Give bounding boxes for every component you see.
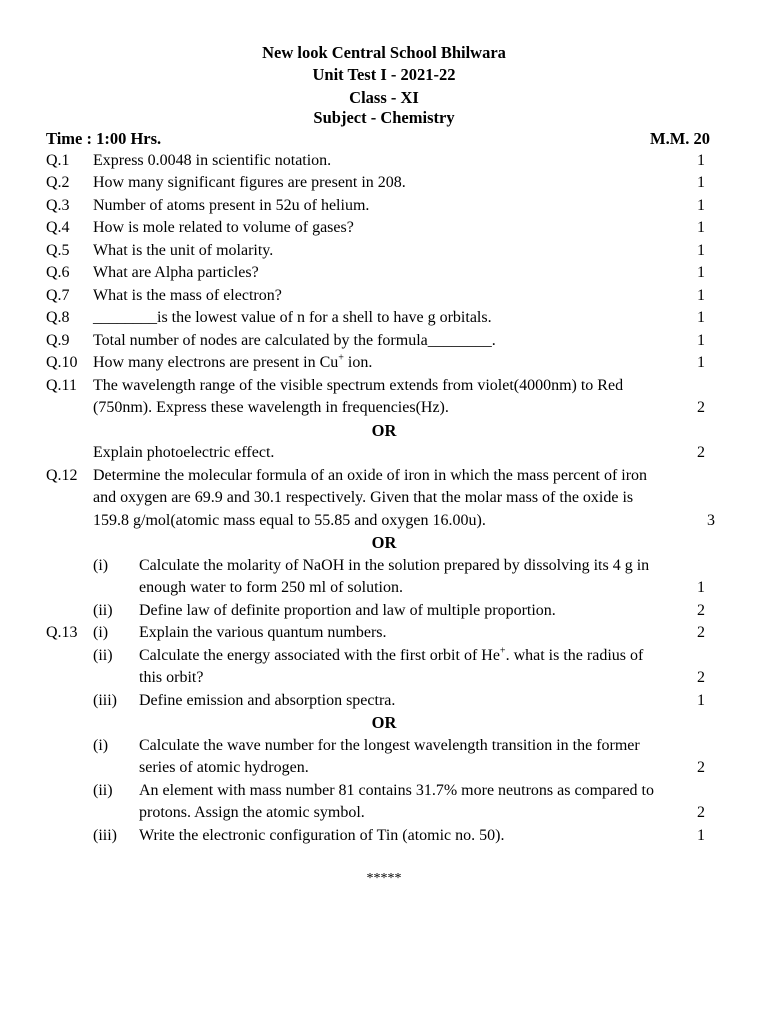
sub-question-marks: 2: [697, 602, 705, 619]
question-text: What are Alpha particles?: [93, 264, 259, 281]
or-divider: OR: [371, 713, 397, 732]
question-number: Q.5: [46, 242, 70, 259]
question-number: Q.7: [46, 287, 70, 304]
sub-question-text: Explain the various quantum numbers.: [139, 624, 387, 641]
sub-question-text-line2: enough water to form 250 ml of solution.: [139, 579, 403, 596]
question-marks: 1: [697, 309, 705, 326]
question-text: How many electrons are present in Cu+ ion.: [93, 352, 373, 371]
question-marks: 1: [697, 332, 705, 349]
question-text: What is the unit of molarity.: [93, 242, 274, 259]
question-marks: 1: [697, 152, 705, 169]
question-number: Q.11: [46, 377, 77, 394]
question-text-line3: 159.8 g/mol(atomic mass equal to 55.85 and oxygen 16.00u).: [93, 512, 486, 529]
question-marks: 1: [697, 287, 705, 304]
sub-question-label: (iii): [93, 827, 117, 844]
sub-question-marks: 2: [697, 759, 705, 776]
or-divider: OR: [371, 421, 397, 440]
sub-question-text-line1: Calculate the molarity of NaOH in the solution prepared by dissolving its 4 g in: [139, 557, 650, 574]
question-text-line1: Determine the molecular formula of an oxide of iron in which the mass percent of iron: [93, 467, 648, 484]
sub-question-marks: 2: [697, 804, 705, 821]
question-marks: 3: [707, 512, 715, 529]
sub-question-marks: 2: [697, 669, 705, 686]
question-number: Q.12: [46, 467, 78, 484]
question-number: Q.1: [46, 152, 70, 169]
end-of-paper-mark: *****: [366, 871, 402, 886]
sub-question-text-line2: this orbit?: [139, 669, 204, 686]
question-text: Express 0.0048 in scientific notation.: [93, 152, 332, 169]
question-text-line1: The wavelength range of the visible spectrum extends from violet(4000nm) to Red: [93, 377, 624, 394]
question-text: Total number of nodes are calculated by the formula________.: [93, 332, 496, 349]
question-marks: 1: [697, 174, 705, 191]
question-number: Q.4: [46, 219, 70, 236]
sub-question-text-line1: Calculate the wave number for the longest wavelength transition in the former: [139, 737, 640, 754]
question-text: What is the mass of electron?: [93, 287, 282, 304]
or-divider: OR: [371, 533, 397, 552]
sub-question-label: (i): [93, 737, 109, 754]
sub-question-text-line2: series of atomic hydrogen.: [139, 759, 309, 776]
class-title: Class - XI: [349, 88, 419, 107]
question-number: Q.6: [46, 264, 70, 281]
alternative-question-text: Explain photoelectric effect.: [93, 444, 275, 461]
question-marks: 1: [697, 242, 705, 259]
max-marks-label: M.M. 20: [650, 129, 711, 148]
question-marks: 1: [697, 219, 705, 236]
question-number: Q.10: [46, 354, 78, 371]
test-title: Unit Test I - 2021-22: [312, 65, 456, 84]
sub-question-marks: 2: [697, 624, 705, 641]
question-number: Q.13: [46, 624, 78, 641]
sub-question-label: (ii): [93, 782, 113, 799]
sub-question-text-line1: Calculate the energy associated with the first orbit of He+. what is the radius of: [139, 645, 644, 664]
sub-question-label: (i): [93, 624, 109, 641]
question-text-line2: (750nm). Express these wavelength in frequencies(Hz).: [93, 399, 449, 416]
question-number: Q.8: [46, 309, 70, 326]
question-number: Q.9: [46, 332, 70, 349]
question-marks: 2: [697, 399, 705, 416]
sub-question-text: Define law of definite proportion and law of multiple proportion.: [139, 602, 556, 619]
question-text: ________is the lowest value of n for a shell to have g orbitals.: [93, 309, 492, 326]
sub-question-marks: 1: [697, 827, 705, 844]
question-number: Q.3: [46, 197, 70, 214]
sub-question-label: (ii): [93, 602, 113, 619]
sub-question-label: (i): [93, 557, 109, 574]
question-number: Q.2: [46, 174, 70, 191]
question-marks: 1: [697, 264, 705, 281]
question-text: Number of atoms present in 52u of helium.: [93, 197, 370, 214]
question-text-line2: and oxygen are 69.9 and 30.1 respectively. Given that the molar mass of the oxide is: [93, 489, 634, 506]
sub-question-text-line2: protons. Assign the atomic symbol.: [139, 804, 365, 821]
sub-question-text-line1: An element with mass number 81 contains 31.7% more neutrons as compared to: [139, 782, 654, 799]
sub-question-text: Write the electronic configuration of Tin (atomic no. 50).: [139, 827, 505, 844]
sub-question-text: Define emission and absorption spectra.: [139, 692, 396, 709]
school-name: New look Central School Bhilwara: [262, 43, 506, 62]
sub-question-marks: 1: [697, 579, 705, 596]
question-marks: 1: [697, 354, 705, 371]
time-label: Time : 1:00 Hrs.: [46, 129, 162, 148]
question-marks: 1: [697, 197, 705, 214]
sub-question-label: (ii): [93, 647, 113, 664]
sub-question-label: (iii): [93, 692, 117, 709]
question-text: How many significant figures are present in 208.: [93, 174, 406, 191]
alternative-question-marks: 2: [697, 444, 705, 461]
question-text: How is mole related to volume of gases?: [93, 219, 354, 236]
subject-title: Subject - Chemistry: [313, 108, 455, 127]
sub-question-marks: 1: [697, 692, 705, 709]
